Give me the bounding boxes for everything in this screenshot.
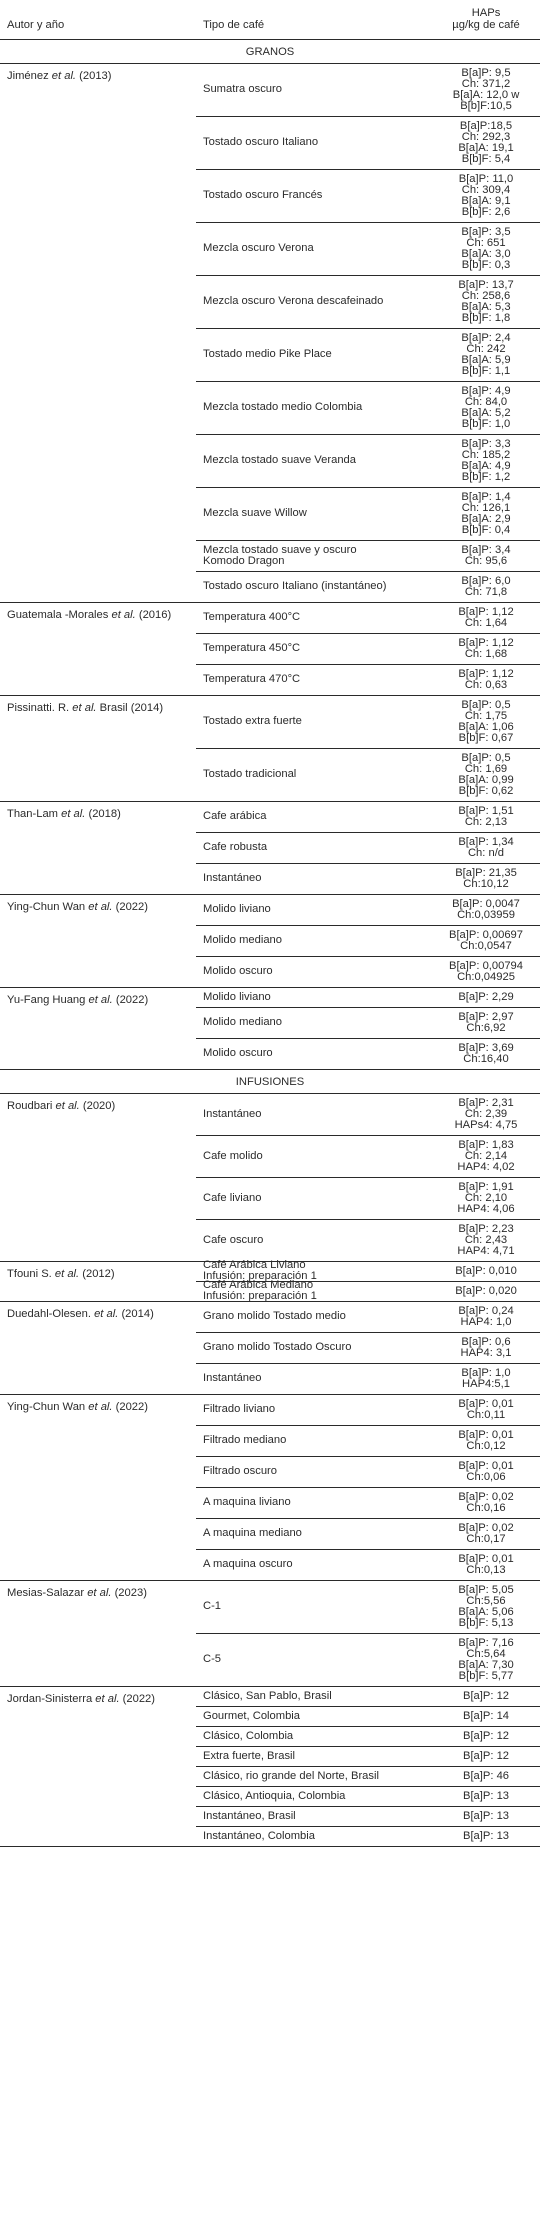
haps-value: B[a]P: 0,6	[461, 1336, 511, 1348]
author-post: (2020)	[79, 1100, 116, 1112]
haps-value: B[a]P:18,5	[459, 120, 513, 132]
coffee-type: Molido liviano	[203, 991, 271, 1003]
coffee-type: Instantáneo	[203, 1372, 262, 1384]
author-cell	[7, 1101, 115, 1112]
haps-value: Ch: 84,0	[464, 396, 508, 408]
coffee-type: Filtrado oscuro	[203, 1465, 277, 1477]
haps-value: Ch: 242	[466, 343, 506, 355]
coffee-type: Molido mediano	[203, 934, 282, 946]
haps-value: B[a]A: 5,9	[461, 354, 511, 366]
haps-value: B[a]P: 1,0	[461, 1367, 511, 1379]
author-cell	[7, 71, 112, 82]
coffee-type: Cafe oscuro	[203, 1234, 264, 1246]
haps-value: B[a]P: 0,01	[458, 1398, 514, 1410]
coffee-type: Cafe liviano	[203, 1192, 262, 1204]
coffee-type: Extra fuerte, Brasil	[203, 1750, 296, 1762]
coffee-type: Temperatura 400°C	[203, 611, 301, 623]
haps-value: B[a]A: 12,0 w	[452, 89, 520, 101]
haps-value: Ch: 0,63	[464, 679, 508, 691]
coffee-type: Tostado oscuro Italiano	[203, 136, 319, 148]
haps-value: HAP4:5,1	[462, 1378, 510, 1390]
header-haps-unit: µg/kg de café	[452, 19, 520, 31]
haps-value: B[a]P: 0,5	[461, 699, 511, 711]
haps-value: B[a]P: 2,31	[458, 1097, 514, 1109]
coffee-type: Molido oscuro	[203, 1047, 273, 1059]
coffee-type: Mezcla suave Willow	[203, 507, 307, 519]
haps-value: B[a]P: 12	[462, 1690, 510, 1702]
author-pre: Pissinatti. R.	[7, 702, 73, 714]
author-post: (2016)	[135, 609, 172, 621]
author-em: et al.	[88, 901, 113, 913]
coffee-type: Clásico, rio grande del Norte, Brasil	[203, 1770, 379, 1782]
coffee-type: C-5	[203, 1653, 222, 1665]
author-cell	[7, 995, 148, 1006]
haps-value: B[b]F: 0,67	[458, 732, 514, 744]
haps-value: Ch: 1,68	[464, 648, 508, 660]
haps-value: B[b]F: 0,62	[458, 785, 514, 797]
haps-value: B[b]F: 1,2	[461, 471, 511, 483]
haps-value: B[a]P: 13	[462, 1790, 510, 1802]
haps-value: B[a]P: 1,51	[458, 805, 514, 817]
haps-value: Ch: 126,1	[461, 502, 511, 514]
haps-value: Ch: 71,8	[464, 586, 508, 598]
coffee-type: Molido mediano	[203, 1016, 282, 1028]
author-em: et al.	[88, 1401, 113, 1413]
haps-value: Ch: 292,3	[461, 131, 511, 143]
haps-value: B[b]F: 0,4	[461, 524, 511, 536]
haps-value: B[a]P: 4,9	[461, 385, 511, 397]
coffee-type: Infusión: preparación 1	[203, 1290, 317, 1302]
coffee-type: Café Arábica Liviano	[203, 1259, 306, 1271]
haps-value: B[a]P: 0,01	[458, 1429, 514, 1441]
haps-value: B[a]A: 2,9	[461, 513, 511, 525]
haps-value: Ch: n/d	[467, 847, 505, 859]
coffee-type: Grano molido Tostado Oscuro	[203, 1341, 352, 1353]
coffee-type: Tostado oscuro Italiano (instantáneo)	[203, 580, 387, 592]
haps-value: Ch: 371,2	[461, 78, 511, 90]
coffee-type: Clásico, Colombia	[203, 1730, 294, 1742]
haps-value: Ch: 1,64	[464, 617, 508, 629]
haps-value: B[a]P: 2,97	[458, 1011, 514, 1023]
haps-value: B[a]P: 2,29	[458, 991, 514, 1003]
haps-value: B[a]P: 21,35	[455, 867, 517, 879]
author-cell	[7, 1269, 115, 1280]
haps-value: B[a]P: 0,02	[458, 1522, 514, 1534]
haps-value: B[a]P: 0,020	[455, 1285, 517, 1297]
author-cell	[7, 610, 171, 621]
haps-value: Ch: 2,39	[464, 1108, 508, 1120]
coffee-type: A maquina liviano	[203, 1496, 291, 1508]
coffee-type: Instantáneo	[203, 1108, 262, 1120]
header-author: Autor y año	[7, 19, 65, 31]
haps-value: Ch:0,04925	[457, 971, 515, 983]
haps-value: Ch: 258,6	[461, 290, 511, 302]
haps-value: Ch:16,40	[463, 1053, 509, 1065]
haps-value: Ch: 309,4	[461, 184, 511, 196]
haps-value: HAP4: 4,06	[457, 1203, 515, 1215]
haps-value: B[b]F: 0,3	[461, 259, 511, 271]
haps-value: B[a]P: 3,3	[461, 438, 511, 450]
haps-value: B[a]P: 1,34	[458, 836, 514, 848]
coffee-type: Tostado oscuro Francés	[203, 189, 323, 201]
author-cell	[7, 1588, 147, 1599]
haps-value: Ch:0,11	[466, 1409, 506, 1421]
coffee-type: Mezcla tostado medio Colombia	[203, 401, 363, 413]
header-type: Tipo de café	[203, 19, 265, 31]
author-pre: Than-Lam	[7, 808, 62, 820]
haps-value: B[a]P: 0,02	[458, 1491, 514, 1503]
haps-value: B[a]P: 0,00697	[448, 929, 524, 941]
author-pre: Jordan-Sinisterra	[7, 1693, 96, 1705]
haps-value: B[a]P: 2,4	[461, 332, 511, 344]
coffee-type: Cafe robusta	[203, 841, 268, 853]
haps-value: B[a]A: 9,1	[461, 195, 511, 207]
haps-value: Ch: 2,14	[464, 1150, 508, 1162]
author-post: (2022)	[112, 994, 149, 1006]
haps-value: B[a]P: 1,12	[458, 668, 514, 680]
haps-value: Ch:0,17	[466, 1533, 506, 1545]
haps-value: B[a]A: 1,06	[458, 721, 514, 733]
haps-value: B[b]F: 2,6	[461, 206, 511, 218]
coffee-type: Sumatra oscuro	[203, 83, 282, 95]
author-post: (2014)	[118, 1308, 154, 1320]
haps-value: B[a]P: 2,23	[458, 1223, 514, 1235]
section-title: INFUSIONES	[235, 1076, 305, 1088]
haps-value: Ch:0,13	[466, 1564, 506, 1576]
coffee-type: Molido liviano	[203, 903, 271, 915]
coffee-type: Tostado tradicional	[203, 768, 297, 780]
haps-value: B[a]P: 6,0	[461, 575, 511, 587]
coffee-type: Molido oscuro	[203, 965, 273, 977]
coffee-type: C-1	[203, 1600, 222, 1612]
haps-value: Ch:6,92	[466, 1022, 506, 1034]
haps-value: B[b]F:10,5	[460, 100, 512, 112]
haps-value: B[a]P: 1,91	[458, 1181, 514, 1193]
haps-value: Ch: 651	[466, 237, 506, 249]
author-pre: Yu-Fang Huang	[7, 994, 89, 1006]
author-cell	[7, 1402, 148, 1413]
haps-value: B[a]P: 0,01	[458, 1460, 514, 1472]
coffee-type: Café Arábica Mediano	[203, 1279, 314, 1291]
haps-value: B[a]P: 3,5	[461, 226, 511, 238]
author-em: et al.	[88, 994, 113, 1006]
haps-value: Ch:0,12	[466, 1440, 506, 1452]
haps-value: B[a]P: 12	[462, 1750, 510, 1762]
haps-value: B[a]A: 5,06	[458, 1606, 514, 1618]
haps-value: Ch:0,03959	[457, 909, 515, 921]
author-em: et al.	[54, 1268, 80, 1280]
haps-value: Ch:10,12	[463, 878, 509, 890]
haps-value: B[a]P: 3,4	[461, 544, 511, 556]
coffee-type: Filtrado mediano	[203, 1434, 287, 1446]
coffee-type: Mezcla oscuro Verona	[203, 242, 314, 254]
author-em: et al.	[95, 1693, 120, 1705]
author-post: (2023)	[111, 1587, 147, 1599]
haps-value: B[a]A: 19,1	[458, 142, 514, 154]
section-title: GRANOS	[245, 46, 295, 58]
haps-value: HAP4: 1,0	[460, 1316, 512, 1328]
haps-value: B[b]F: 5,77	[458, 1670, 514, 1682]
haps-value: B[a]A: 0,99	[458, 774, 514, 786]
author-post: (2022)	[112, 1401, 148, 1413]
haps-value: Ch: 2,13	[464, 816, 508, 828]
author-post: (2012)	[79, 1268, 115, 1280]
haps-value: B[a]P: 13,7	[458, 279, 514, 291]
author-pre: Jiménez	[7, 70, 52, 82]
author-cell	[7, 1694, 155, 1705]
haps-value: B[a]P: 1,12	[458, 606, 514, 618]
haps-value: B[b]F: 5,4	[461, 153, 511, 165]
author-em: et al.	[111, 609, 136, 621]
haps-value: B[a]P: 1,83	[458, 1139, 514, 1151]
author-post: (2022)	[112, 901, 148, 913]
author-em: et al.	[55, 1100, 80, 1112]
coffee-type: Tostado medio Pike Place	[203, 348, 332, 360]
haps-value: B[a]P: 0,5	[461, 752, 511, 764]
coffee-type: Clásico, San Pablo, Brasil	[203, 1690, 332, 1702]
haps-value: B[a]P: 9,5	[461, 67, 511, 79]
coffee-type: Filtrado liviano	[203, 1403, 276, 1415]
coffee-type: Instantáneo, Brasil	[203, 1810, 296, 1822]
haps-value: B[b]F: 1,0	[461, 418, 511, 430]
haps-value: B[a]A: 4,9	[461, 460, 511, 472]
author-cell	[7, 902, 148, 913]
author-post: (2018)	[85, 808, 121, 820]
haps-value: Ch:5,56	[466, 1595, 506, 1607]
author-post: (2013)	[76, 70, 112, 82]
haps-value: B[b]F: 1,1	[461, 365, 511, 377]
coffee-type: Temperatura 450°C	[203, 642, 301, 654]
haps-value: B[b]F: 5,13	[458, 1617, 514, 1629]
author-pre: Ying-Chun Wan	[7, 1401, 89, 1413]
haps-value: B[a]P: 0,0047	[452, 898, 520, 910]
haps-value: B[a]A: 5,2	[461, 407, 511, 419]
header-haps: HAPs	[471, 7, 501, 19]
haps-value: B[a]P: 1,4	[461, 491, 511, 503]
haps-value: Ch:0,06	[466, 1471, 506, 1483]
coffee-type: Temperatura 470°C	[203, 673, 301, 685]
author-pre: Ying-Chun Wan	[7, 901, 89, 913]
author-pre: Guatemala -Morales	[7, 609, 112, 621]
author-post: (2022)	[119, 1693, 156, 1705]
haps-value: HAPs4: 4,75	[454, 1119, 518, 1131]
haps-value: B[a]P: 0,24	[458, 1305, 514, 1317]
coffee-type: Cafe arábica	[203, 810, 267, 822]
haps-value: B[a]A: 7,30	[458, 1659, 514, 1671]
haps-value: Ch:0,0547	[460, 940, 512, 952]
haps-value: B[b]F: 1,8	[461, 312, 511, 324]
author-cell	[7, 809, 121, 820]
coffee-type: Mezcla tostado suave y oscuro	[203, 544, 357, 556]
haps-value: B[a]P: 0,010	[455, 1265, 517, 1277]
coffee-type: Instantáneo	[203, 872, 262, 884]
haps-value: B[a]P: 13	[462, 1830, 510, 1842]
author-em: et al.	[61, 808, 86, 820]
author-cell	[7, 703, 163, 714]
haps-value: B[a]P: 12	[462, 1730, 510, 1742]
haps-value: Ch: 2,43	[464, 1234, 508, 1246]
coffee-type: A maquina mediano	[203, 1527, 302, 1539]
coffee-type: Mezcla tostado suave Veranda	[203, 454, 356, 466]
haps-value: B[a]P: 1,12	[458, 637, 514, 649]
coffee-type: Grano molido Tostado medio	[203, 1310, 346, 1322]
haps-value: B[a]P: 5,05	[458, 1584, 514, 1596]
coffee-type: Komodo Dragon	[203, 555, 285, 567]
haps-value: B[a]P: 7,16	[458, 1637, 514, 1649]
author-cell	[7, 1309, 154, 1320]
author-pre: Duedahl-Olesen.	[7, 1308, 95, 1320]
haps-value: Ch:5,64	[466, 1648, 506, 1660]
haps-value: HAP4: 4,02	[457, 1161, 515, 1173]
coffee-type: Tostado extra fuerte	[203, 715, 302, 727]
haps-value: Ch: 2,10	[464, 1192, 508, 1204]
coffee-type: Mezcla oscuro Verona descafeinado	[203, 295, 384, 307]
coffee-type: Gourmet, Colombia	[203, 1710, 300, 1722]
haps-value: Ch: 1,75	[464, 710, 508, 722]
author-pre: Mesias-Salazar	[7, 1587, 88, 1599]
coffee-type: Clásico, Antioquia, Colombia	[203, 1790, 346, 1802]
coffee-type: A maquina oscuro	[203, 1558, 293, 1570]
haps-value: B[a]P: 14	[462, 1710, 510, 1722]
haps-value: Ch:0,16	[466, 1502, 506, 1514]
haps-value: HAP4: 4,71	[457, 1245, 515, 1257]
haps-value: Ch: 1,69	[464, 763, 508, 775]
author-pre: Roudbari	[7, 1100, 56, 1112]
haps-value: B[a]P: 3,69	[458, 1042, 514, 1054]
haps-value: B[a]P: 0,00794	[448, 960, 524, 972]
haps-value: HAP4: 3,1	[460, 1347, 512, 1359]
author-em: et al.	[72, 702, 97, 714]
author-em: et al.	[51, 70, 77, 82]
coffee-type: Cafe molido	[203, 1150, 263, 1162]
haps-value: B[a]A: 5,3	[461, 301, 511, 313]
author-pre: Tfouni S.	[7, 1268, 55, 1280]
haps-value: B[a]P: 13	[462, 1810, 510, 1822]
haps-value: B[a]P: 11,0	[458, 173, 514, 185]
haps-value: B[a]A: 3,0	[461, 248, 511, 260]
haps-value: B[a]P: 0,01	[458, 1553, 514, 1565]
coffee-type: Infusión: preparación 1	[203, 1270, 317, 1282]
haps-value: Ch: 185,2	[461, 449, 511, 461]
author-post: Brasil (2014)	[96, 702, 164, 714]
author-em: et al.	[87, 1587, 112, 1599]
haps-value: Ch: 95,6	[464, 555, 508, 567]
haps-value: B[a]P: 46	[462, 1770, 510, 1782]
coffee-type: Instantáneo, Colombia	[203, 1830, 315, 1842]
author-em: et al.	[94, 1308, 119, 1320]
